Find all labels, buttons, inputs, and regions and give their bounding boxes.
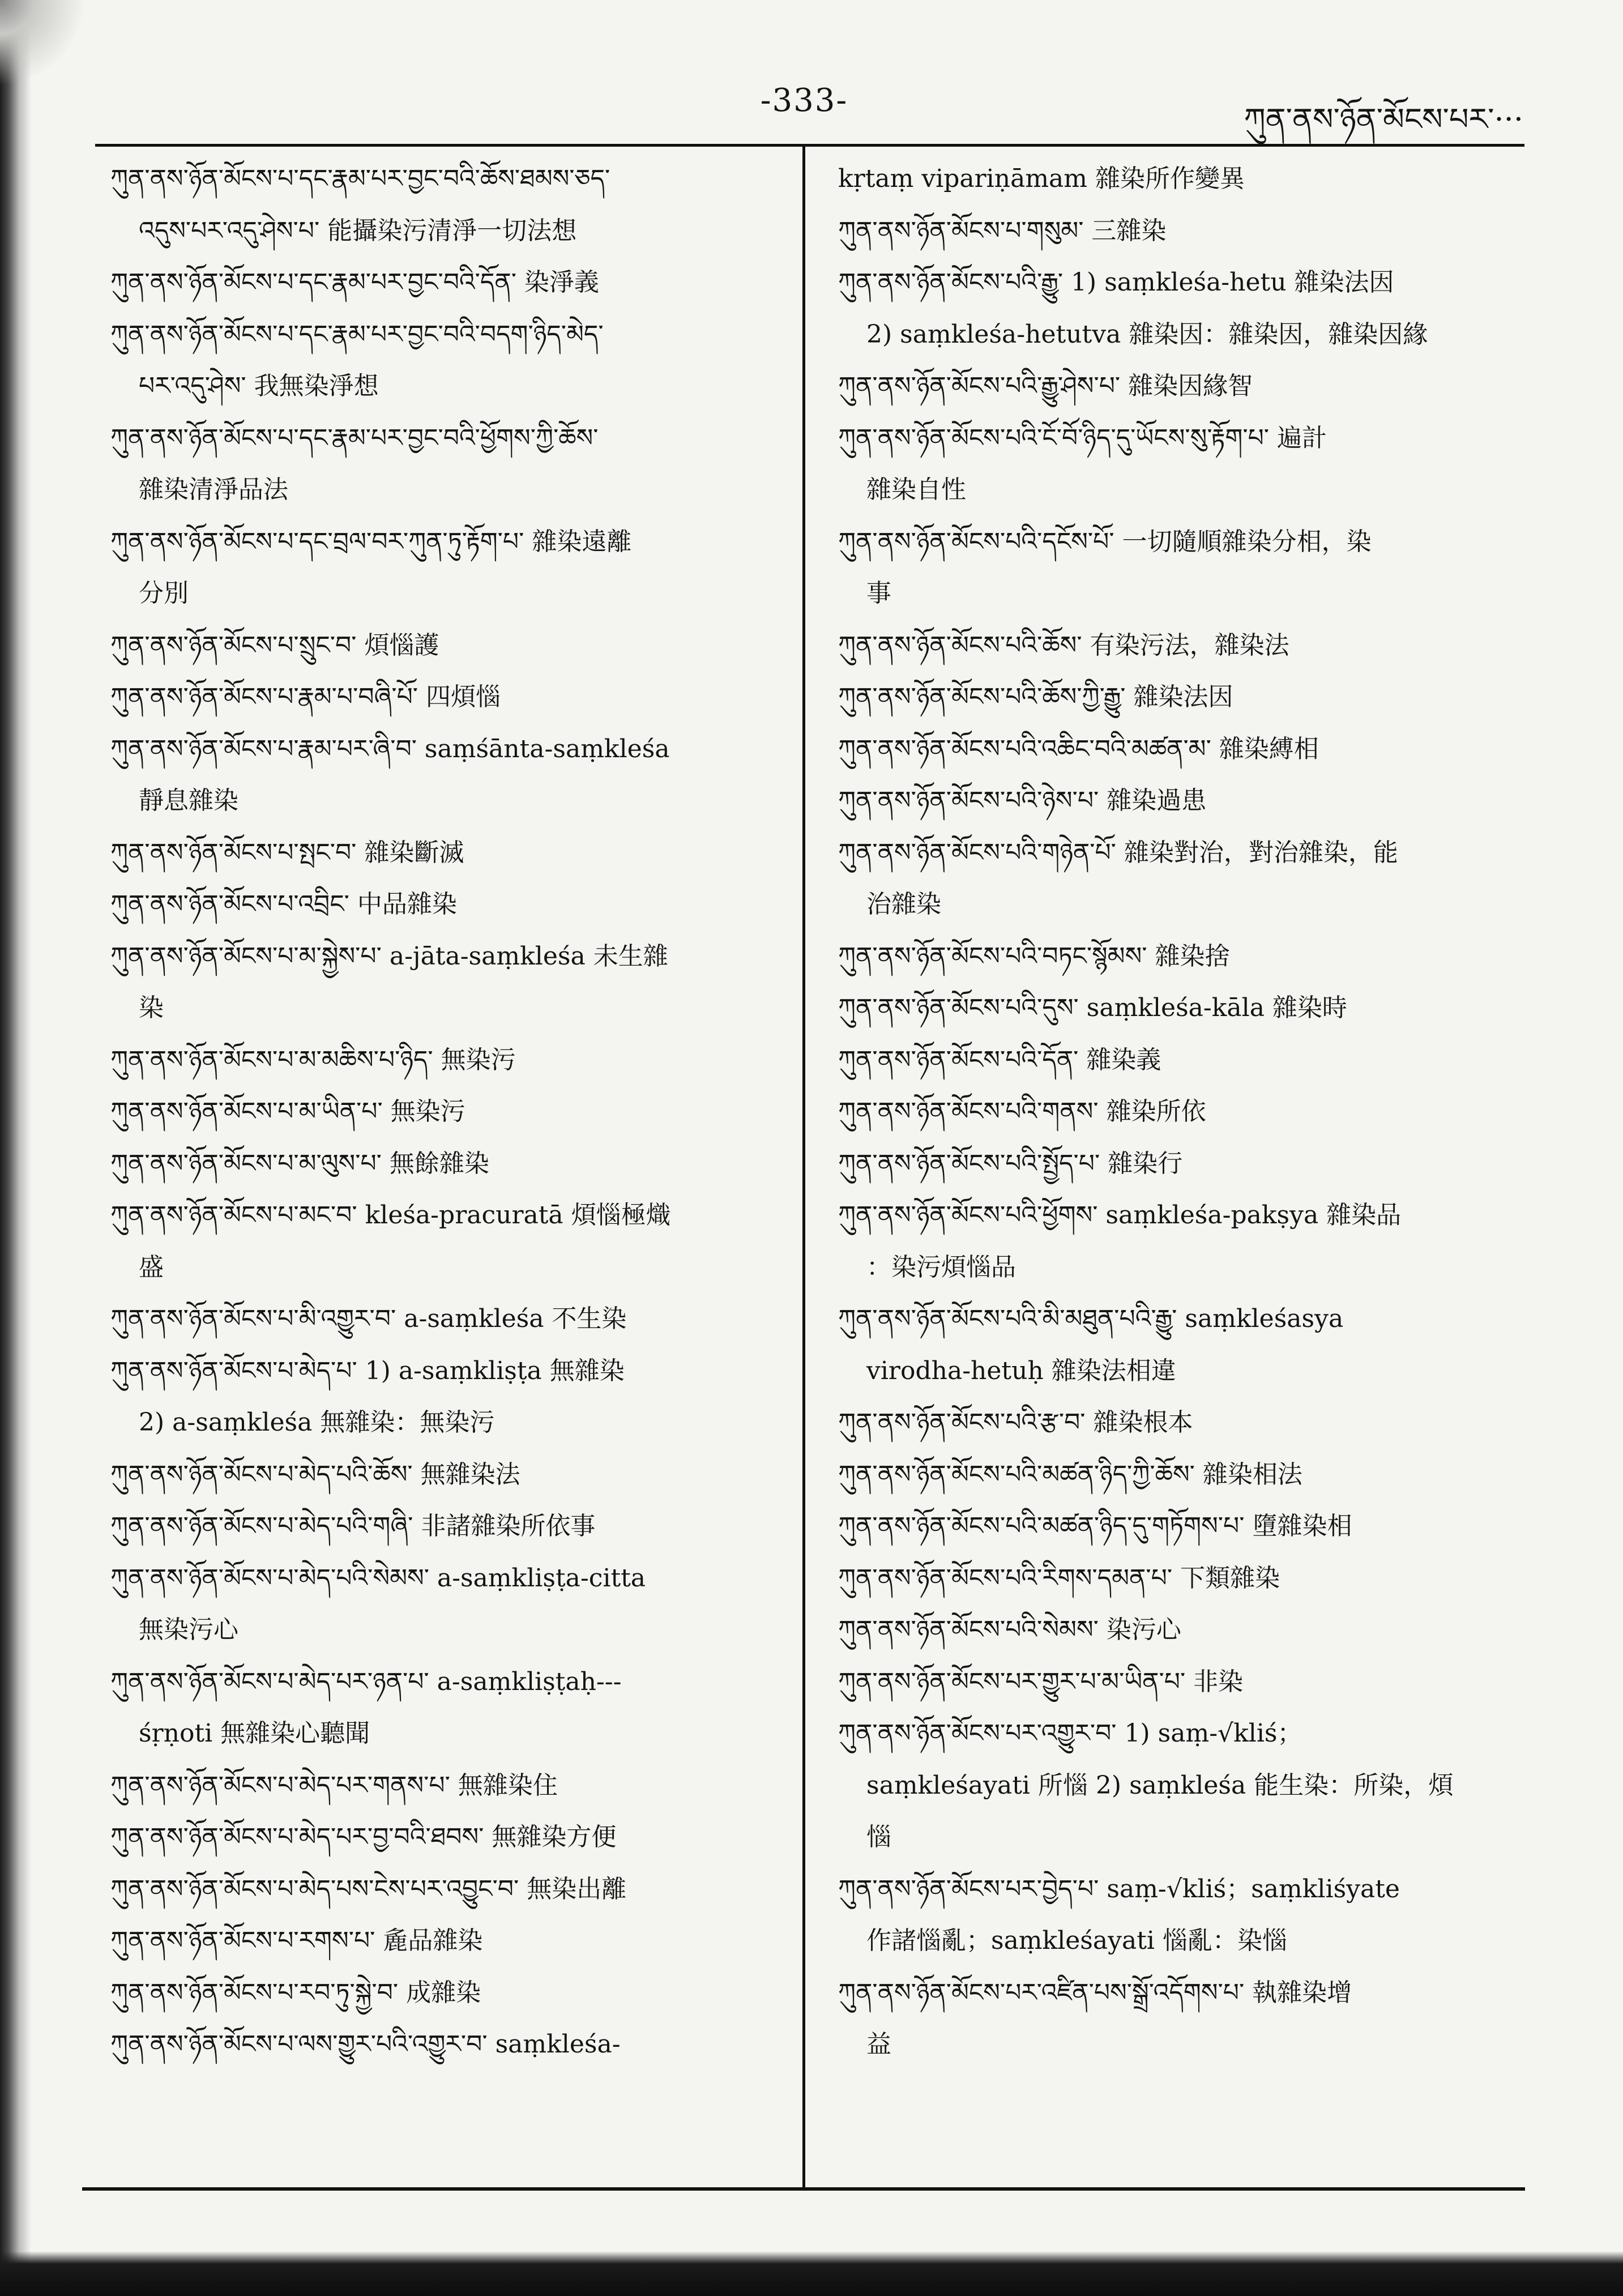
dictionary-entry-continuation: 染 xyxy=(139,993,164,1022)
dictionary-entry: ཀུན་ནས་ཉོན་མོངས་པའི་རྒྱུ་ 1) saṃkleśa-hetu 雜染法因 xyxy=(838,268,1394,297)
dictionary-entry-continuation: 靜息雜染 xyxy=(139,786,238,815)
scan-edge-shadow-left xyxy=(0,0,31,2296)
running-head: ཀུན་ནས་ཉོན་མོངས་པར་··· xyxy=(1244,101,1523,137)
dictionary-entry: ཀུན་ནས་ཉོན་མོངས་པའི་མཚན་ཉིད་དུ་གཏོགས་པ་ 墮雜染相 xyxy=(838,1512,1352,1540)
dictionary-entry: ཀུན་ནས་ཉོན་མོངས་པའི་མི་མཐུན་པའི་རྒྱུ་ saṃkleśasya xyxy=(838,1304,1344,1333)
dictionary-entry: ཀུན་ནས་ཉོན་མོངས་པ་ལས་གྱུར་པའི་འགྱུར་བ་ saṃkleśa- xyxy=(110,2030,621,2059)
dictionary-entry: ཀུན་ནས་ཉོན་མོངས་པའི་རྩ་བ་ 雜染根本 xyxy=(838,1408,1193,1437)
dictionary-entry: ཀུན་ནས་ཉོན་མོངས་པ་མེད་པར་གནས་པ་ 無雜染住 xyxy=(110,1770,558,1800)
dictionary-entry-continuation: ：染污煩惱品 xyxy=(866,1252,1016,1282)
dictionary-entry: ཀུན་ནས་ཉོན་མོངས་པ་མེད་པའི་གཞི་ 非諸雜染所依事 xyxy=(110,1512,596,1540)
dictionary-entry-continuation: 盛 xyxy=(139,1252,164,1282)
dictionary-entry: ཀུན་ནས་ཉོན་མོངས་པར་བྱེད་པ་ saṃ-√kliś；saṃkliśyate xyxy=(838,1874,1400,1904)
dictionary-entry-continuation: 2) a-saṃkleśa 無雜染：無染污 xyxy=(139,1408,495,1437)
column-divider xyxy=(802,144,805,2188)
dictionary-entry: ཀུན་ནས་ཉོན་མོངས་པའི་སེམས་ 染污心 xyxy=(838,1615,1181,1644)
dictionary-entry: ཀུན་ནས་ཉོན་མོངས་པ་མེད་པས་ངེས་པར་འབྱུང་བ་ 無染出離 xyxy=(110,1874,627,1904)
dictionary-entry: ཀུན་ནས་ཉོན་མོངས་པའི་གནས་ 雜染所依 xyxy=(838,1097,1206,1126)
dictionary-entry-continuation: 2) saṃkleśa-hetutva 雜染因：雜染因，雜染因緣 xyxy=(866,319,1428,349)
dictionary-entry: ཀུན་ནས་ཉོན་མོངས་པའི་འཆིང་བའི་མཚན་མ་ 雜染縛相 xyxy=(838,734,1319,763)
dictionary-entry: ཀུན་ནས་ཉོན་མོངས་པ་མེད་པར་བྱ་བའི་ཐབས་ 無雜染方便 xyxy=(110,1823,617,1851)
dictionary-entry: ཀུན་ནས་ཉོན་མོངས་པ་དང་རྣམ་པར་བྱང་བའི་ཆོས་ཐམས་ཅད་ xyxy=(110,164,610,193)
dictionary-entry: ཀུན་ནས་ཉོན་མོངས་པའི་ཕྱོགས་ saṃkleśa-pakṣya 雜染品 xyxy=(838,1201,1402,1230)
dictionary-entry: ཀུན་ནས་ཉོན་མོངས་པའི་ངོ་བོ་ཉིད་དུ་ཡོངས་སུ་རྟོག་པ་ 遍計 xyxy=(838,423,1327,453)
dictionary-entry: ཀུན་ནས་ཉོན་མོངས་པ་མ་ཡིན་པ་ 無染污 xyxy=(110,1097,465,1126)
dictionary-entry-continuation: virodha-hetuḥ 雜染法相違 xyxy=(866,1356,1176,1385)
dictionary-entry-continuation: 事 xyxy=(866,579,891,608)
scan-edge-shadow-bottom xyxy=(0,2251,1623,2296)
page-number: -333- xyxy=(760,82,848,119)
dictionary-entry-continuation: 雜染自性 xyxy=(866,475,966,504)
dictionary-entry: ཀུན་ནས་ཉོན་མོངས་པ་གསུམ་ 三雜染 xyxy=(838,216,1167,245)
dictionary-entry: ཀུན་ནས་ཉོན་མོངས་པའི་དོན་ 雜染義 xyxy=(838,1045,1161,1074)
dictionary-entry: ཀུན་ནས་ཉོན་མོངས་པ་མེད་པར་ཉན་པ་ a-saṃkliṣṭaḥ--- xyxy=(110,1667,622,1696)
dictionary-entry: ཀུན་ནས་ཉོན་མོངས་པའི་དུས་ saṃkleśa-kāla 雜染時 xyxy=(838,993,1347,1022)
dictionary-entry-continuation: 治雜染 xyxy=(866,890,941,919)
dictionary-entry: ཀུན་ནས་ཉོན་མོངས་པ་རགས་པ་ 麁品雜染 xyxy=(110,1926,483,1955)
dictionary-entry-continuation: 益 xyxy=(866,2030,891,2059)
dictionary-entry-continuation: 惱 xyxy=(866,1823,891,1851)
dictionary-entry: ཀུན་ནས་ཉོན་མོངས་པར་འཛིན་པས་སྒྲོ་འདོགས་པ་ 執雜染增 xyxy=(838,1978,1352,2007)
dictionary-entry: ཀུན་ནས་ཉོན་མོངས་པའི་རྒྱུ་ཤེས་པ་ 雜染因緣智 xyxy=(838,372,1253,400)
dictionary-entry: ཀུན་ནས་ཉོན་མོངས་པའི་སྤྱོད་པ་ 雜染行 xyxy=(838,1149,1183,1178)
left-column xyxy=(110,153,779,2071)
dictionary-entry: ཀུན་ནས་ཉོན་མོངས་པ་དང་རྣམ་པར་བྱང་བའི་བདག་ཉིད་མེད་ xyxy=(110,319,604,349)
dictionary-entry: ཀུན་ནས་ཉོན་མོངས་པ་འབྲིང་ 中品雜染 xyxy=(110,890,457,919)
bottom-rule xyxy=(82,2187,1525,2191)
dictionary-entry: ཀུན་ནས་ཉོན་མོངས་པ་མེད་པའི་ཆོས་ 無雜染法 xyxy=(110,1459,520,1489)
dictionary-entry: ཀུན་ནས་ཉོན་མོངས་པ་སྤང་བ་ 雜染斷滅 xyxy=(110,838,464,867)
dictionary-entry: ཀུན་ནས་ཉོན་མོངས་པའི་ཉེས་པ་ 雜染過患 xyxy=(838,786,1207,815)
dictionary-entry: ཀུན་ནས་ཉོན་མོངས་པའི་ཆོས་ཀྱི་རྒྱུ་ 雜染法因 xyxy=(838,682,1233,711)
dictionary-entry: kṛtaṃ vipariṇāmam 雜染所作變異 xyxy=(838,164,1245,193)
dictionary-entry: ཀུན་ནས་ཉོན་མོངས་པ་སྲུང་བ་ 煩惱護 xyxy=(110,630,439,660)
dictionary-entry-continuation: 雜染清淨品法 xyxy=(139,475,288,504)
dictionary-entry-continuation: འདུས་པར་འདུ་ཤེས་པ་ 能攝染污清淨一切法想 xyxy=(139,216,577,245)
dictionary-entry-continuation: པར་འདུ་ཤེས་ 我無染淨想 xyxy=(139,372,379,400)
dictionary-entry: ཀུན་ནས་ཉོན་མོངས་པ་རབ་ཏུ་སྐྱེ་བ་ 成雜染 xyxy=(110,1978,481,2007)
dictionary-entry: ཀུན་ནས་ཉོན་མོངས་པའི་མཚན་ཉིད་ཀྱི་ཆོས་ 雜染相法 xyxy=(838,1459,1302,1489)
dictionary-entry: ཀུན་ནས་ཉོན་མོངས་པ་མེད་པ་ 1) a-saṃkliṣṭa 無雜染 xyxy=(110,1356,625,1385)
dictionary-entry: ཀུན་ནས་ཉོན་མོངས་པའི་རིགས་དམན་པ་ 下類雜染 xyxy=(838,1563,1280,1593)
dictionary-entry: ཀུན་ནས་ཉོན་མོངས་པ་དང་རྣམ་པར་བྱང་བའི་དོན་ 染淨義 xyxy=(110,268,599,297)
dictionary-entry: ཀུན་ནས་ཉོན་མོངས་པར་འགྱུར་བ་ 1) saṃ-√kliś； xyxy=(838,1719,1302,1748)
dictionary-entry-continuation: śṛṇoti 無雜染心聽聞 xyxy=(139,1719,370,1748)
dictionary-entry: ཀུན་ནས་ཉོན་མོངས་པ་མི་འགྱུར་བ་ a-saṃkleśa 不生染 xyxy=(110,1304,627,1333)
dictionary-entry: ཀུན་ནས་ཉོན་མོངས་པར་གྱུར་པ་མ་ཡིན་པ་ 非染 xyxy=(838,1667,1244,1696)
dictionary-entry: ཀུན་ནས་ཉོན་མོངས་པ་རྣམ་པ་བཞི་པོ་ 四煩惱 xyxy=(110,682,501,711)
dictionary-entry-continuation: 作諸惱亂；saṃkleśayati 惱亂：染惱 xyxy=(866,1926,1287,1955)
dictionary-entry: ཀུན་ནས་ཉོན་མོངས་པའི་དངོས་པོ་ 一切隨順雜染分相，染 xyxy=(838,527,1372,556)
dictionary-entry: ཀུན་ནས་ཉོན་མོངས་པ་མ་མཆིས་པ་ཉིད་ 無染污 xyxy=(110,1045,516,1074)
scan-corner-smudge xyxy=(0,0,85,108)
dictionary-entry: ཀུན་ནས་ཉོན་མོངས་པ་མེད་པའི་སེམས་ a-saṃkliṣṭa-citta xyxy=(110,1563,646,1593)
dictionary-entry-continuation: saṃkleśayati 所惱 2) saṃkleśa 能生染：所染，煩 xyxy=(866,1770,1454,1800)
dictionary-entry: ཀུན་ནས་ཉོན་མོངས་པ་དང་རྣམ་པར་བྱང་བའི་ཕྱོགས་ཀྱི་ཆོས་ xyxy=(110,423,599,453)
top-rule xyxy=(95,144,1524,147)
dictionary-entry: ཀུན་ནས་ཉོན་མོངས་པའི་གཉེན་པོ་ 雜染對治，對治雜染，能 xyxy=(838,838,1398,867)
dictionary-entry: ཀུན་ནས་ཉོན་མོངས་པ་མ་སྐྱེས་པ་ a-jāta-saṃkleśa 未生雜 xyxy=(110,941,668,971)
dictionary-entry: ཀུན་ནས་ཉོན་མོངས་པ་མང་བ་ kleśa-pracuratā 煩惱極熾 xyxy=(110,1201,671,1230)
dictionary-entry-continuation: 無染污心 xyxy=(139,1615,238,1644)
dictionary-entry: ཀུན་ནས་ཉོན་མོངས་པའི་ཆོས་ 有染污法，雜染法 xyxy=(838,630,1289,660)
dictionary-entry: ཀུན་ནས་ཉོན་མོངས་པ་མ་ལུས་པ་ 無餘雜染 xyxy=(110,1149,489,1178)
right-column xyxy=(838,153,1518,2071)
dictionary-entry: ཀུན་ནས་ཉོན་མོངས་པའི་བཏང་སྙོམས་ 雜染捨 xyxy=(838,941,1230,971)
dictionary-entry: ཀུན་ནས་ཉོན་མོངས་པ་དང་བྲལ་བར་ཀུན་ཏུ་རྟོག་པ་ 雜染遠離 xyxy=(110,527,632,556)
dictionary-entry: ཀུན་ནས་ཉོན་མོངས་པ་རྣམ་པར་ཞི་བ་ saṃśānta-saṃkleśa xyxy=(110,734,670,763)
dictionary-entry-continuation: 分別 xyxy=(139,579,189,608)
